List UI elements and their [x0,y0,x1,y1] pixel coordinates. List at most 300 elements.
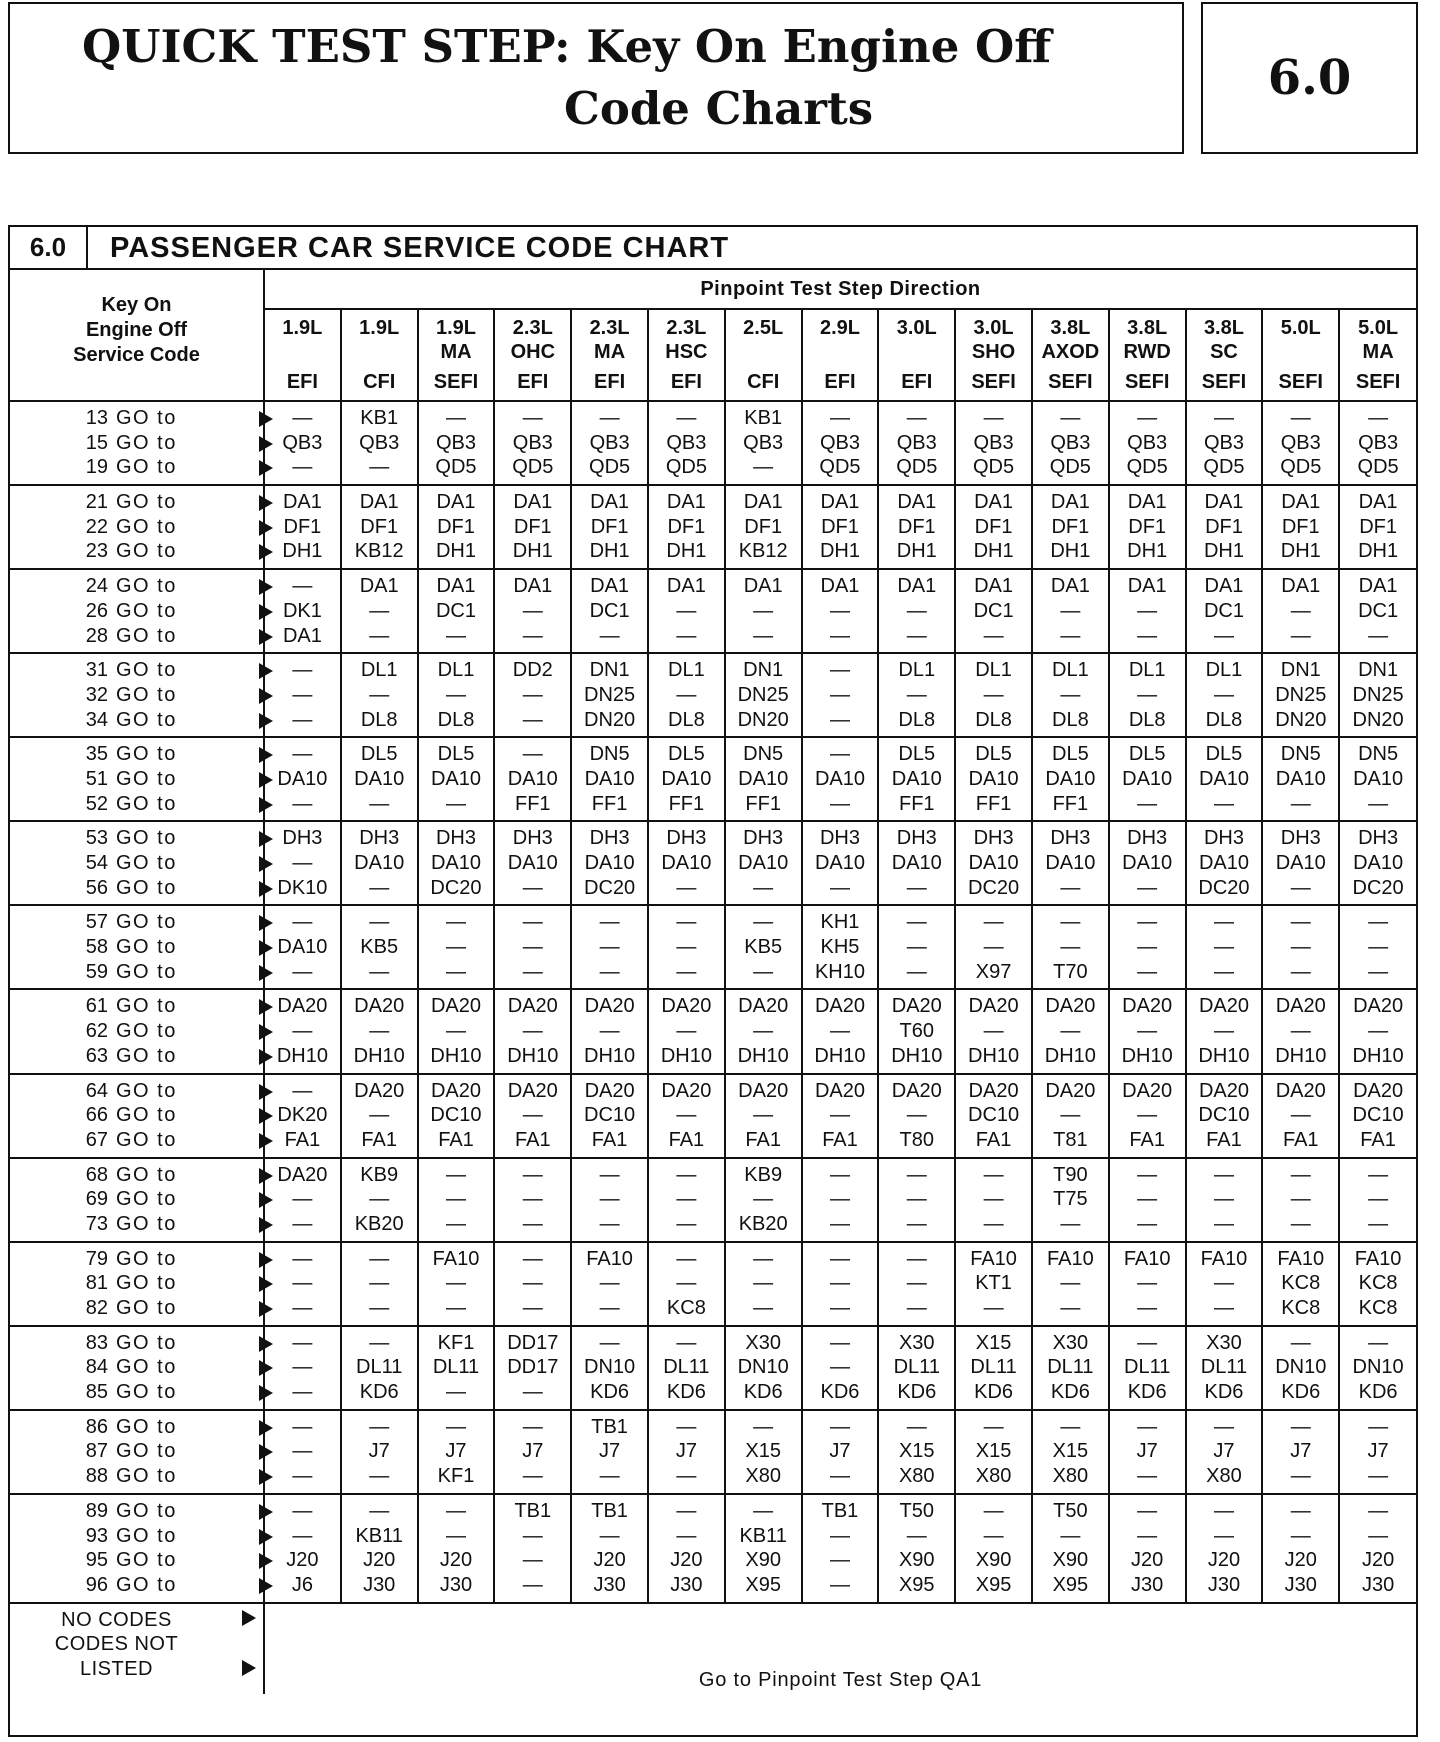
test-step-value: — [906,407,927,429]
service-code: 22 [85,515,108,538]
test-step-value: — [1060,683,1081,706]
engine-column-header [725,309,802,401]
test-step-cell [955,737,1032,821]
test-step-value: — [983,1163,1004,1186]
test-step-value: — [522,911,543,934]
test-step-value: — [1213,1212,1234,1235]
test-step-cell [648,1242,725,1326]
service-code-cell [10,1326,264,1410]
test-step-value: FA1 [1206,1128,1242,1151]
test-step-value: — [676,1212,697,1235]
test-step-cell [1109,821,1186,905]
test-step-value: DH3 [666,827,707,850]
test-step-cell [725,1242,802,1326]
test-step-value: DA20 [738,1079,789,1102]
test-step-value: KD6 [1281,1381,1321,1404]
test-step-cell [494,1158,571,1242]
test-step-value: DA10 [814,852,865,874]
test-step-value: DA10 [430,767,481,790]
test-step-value: DA1 [897,491,937,514]
test-step-value: DH3 [1203,827,1244,850]
go-to-label: GO to [116,1128,177,1151]
test-step-cell [494,1074,571,1158]
test-step-value: DH10 [276,1044,328,1067]
arrow-right-icon [259,915,273,931]
test-step-value: KD6 [743,1381,783,1404]
test-step-cell [955,821,1032,905]
arrow-right-icon [259,797,273,813]
test-step-value: DL5 [668,743,705,766]
test-step-value: TB1 [821,1499,859,1522]
service-code-line [74,455,263,480]
test-step-value: DL8 [668,708,705,731]
engine-size: 2.9L [819,317,860,339]
test-step-cell [494,1242,571,1326]
test-step-value: DF1 [974,515,1013,538]
test-step-value: QD5 [1280,456,1322,479]
test-step-cell [264,1158,341,1242]
test-step-value: KF1 [437,1465,475,1488]
test-step-cell [264,1494,341,1603]
test-step-value: QB3 [743,431,784,454]
test-step-value: DA20 [968,995,1019,1018]
test-step-value: — [522,1415,543,1438]
test-step-value: DL11 [663,1356,710,1379]
test-step-value: FF1 [745,792,781,815]
test-step-value: — [829,1356,850,1379]
engine-fuel-system: SEFI [971,371,1016,393]
test-step-value: DH1 [896,540,937,563]
test-step-value: DA10 [430,852,481,874]
arrow-right-icon [242,1660,256,1676]
test-step-value: DH1 [819,540,860,563]
test-step-value: DA10 [354,852,405,874]
go-to-label: GO to [116,456,177,479]
test-step-value: DA1 [513,575,553,598]
test-step-value: DH3 [819,827,860,850]
test-step-value: — [522,1573,543,1596]
test-step-cell [571,905,648,989]
test-step-cell [878,1494,955,1603]
test-step-value: DH1 [1127,540,1168,563]
test-step-value: X95 [898,1573,935,1596]
test-step-value: DA10 [891,767,942,790]
test-step-value: DH1 [1050,540,1091,563]
test-step-value: — [445,1381,466,1404]
test-step-value: — [1060,407,1081,429]
test-step-value: — [599,1524,620,1547]
test-step-value: DA1 [1281,491,1321,514]
test-step-cell [1339,1242,1416,1326]
test-step-value: T90 [1053,1163,1088,1186]
service-code-line [74,1415,263,1440]
test-step-value: FA10 [432,1247,480,1270]
step-number: 6.0 [1267,50,1352,106]
test-step-value: — [1290,936,1311,959]
test-step-value: DH1 [666,540,707,563]
test-step-value: — [1213,1272,1234,1295]
test-step-cell [341,1158,418,1242]
test-step-value: DA20 [584,995,635,1018]
test-step-cell [725,1158,802,1242]
test-step-value: — [983,936,1004,959]
test-step-cell [1262,1326,1339,1410]
test-step-value: FA10 [1277,1247,1325,1270]
go-to-label: GO to [116,743,177,766]
test-step-value: DH10 [430,1044,482,1067]
test-step-value: J20 [1284,1549,1317,1572]
service-code-line [74,876,263,901]
service-code: 52 [85,792,108,815]
test-step-cell [955,989,1032,1073]
test-step-cell [1109,1326,1186,1410]
test-step-value: — [983,407,1004,429]
test-step-cell [264,569,341,653]
test-step-value: DL1 [437,659,475,682]
go-to-label: GO to [116,431,177,454]
code-group-row [10,1326,1416,1410]
test-step-value: FA10 [1047,1247,1094,1270]
test-step-value: — [292,1331,313,1354]
test-step-value: DA1 [897,575,937,598]
engine-fuel-system: SEFI [1048,371,1093,393]
test-step-value: X80 [1206,1465,1242,1488]
engine-label [879,310,954,394]
test-step-cell [725,569,802,653]
test-step-value: — [906,1212,927,1235]
test-step-value: DN1 [1280,659,1321,682]
arrow-right-icon [259,544,273,560]
test-step-value: — [522,1272,543,1295]
test-step-cell [1032,1242,1109,1326]
test-step-value: — [522,1247,543,1270]
test-step-value: — [1368,1524,1389,1547]
test-step-value: — [292,1212,313,1235]
test-step-value: DH3 [743,827,784,850]
test-step-cell [1262,1158,1339,1242]
engine-label [265,310,340,394]
engine-size: 2.3L MA [589,317,630,363]
test-step-cell [1032,401,1109,485]
test-step-value: KH5 [820,936,860,959]
test-step-value: T60 [899,1020,934,1043]
test-step-cell [264,401,341,485]
test-step-value: KC8 [1358,1272,1398,1295]
test-step-value: — [522,1549,543,1572]
test-step-value: DA10 [661,767,712,790]
test-step-value: — [676,1163,697,1186]
test-step-value: KB1 [744,407,783,429]
test-step-value: DA10 [814,767,865,790]
test-step-value: — [292,1272,313,1295]
test-step-value: — [1290,1020,1311,1043]
test-step-value: — [906,960,927,983]
test-step-value: X95 [975,1573,1012,1596]
test-step-value: — [1060,936,1081,959]
test-step-value: — [1137,1499,1158,1522]
test-step-value: — [676,683,697,706]
test-step-value: DA10 [1045,852,1096,874]
test-step-value: DA1 [1050,575,1090,598]
test-step-cell [1032,1326,1109,1410]
service-code: 95 [85,1549,108,1572]
test-step-value: — [445,1499,466,1522]
service-code-cell [10,569,264,653]
test-step-value: — [599,1188,620,1211]
test-step-value: DA1 [743,575,783,598]
go-to-label: GO to [116,515,177,538]
test-step-value: DA10 [968,852,1019,874]
test-step-value: — [1213,792,1234,815]
test-step-value: — [1368,936,1389,959]
engine-fuel-system: EFI [517,371,549,393]
test-step-value: FA1 [822,1128,858,1151]
test-step-cell [1339,569,1416,653]
test-step-value: DN25 [737,683,789,706]
test-step-value: DA1 [743,491,783,514]
test-step-value: — [522,1104,543,1127]
test-step-value: DC10 [584,1104,636,1127]
test-step-cell [1032,1410,1109,1494]
test-step-value: DH3 [359,827,400,850]
test-step-value: QB3 [1127,431,1168,454]
test-step-value: — [1137,1212,1158,1235]
key-on-header-line: Service Code [73,343,200,366]
test-step-cell [1032,569,1109,653]
test-step-cell [725,821,802,905]
test-step-cell [341,1074,418,1158]
test-step-cell [1032,485,1109,569]
test-step-value: J7 [1290,1440,1312,1463]
test-step-cell [955,1410,1032,1494]
test-step-value: — [906,1524,927,1547]
test-step-value: KC8 [666,1297,706,1319]
test-step-value: DC20 [968,876,1020,899]
test-step-value: — [599,407,620,429]
test-step-cell [955,1158,1032,1242]
service-code: 89 [85,1499,108,1522]
service-code: 32 [85,683,108,706]
test-step-value: — [599,1331,620,1354]
test-step-cell [802,1242,879,1326]
test-step-value: X30 [745,1331,781,1354]
code-group-row [10,737,1416,821]
go-to-label: GO to [116,683,177,706]
service-code-line [74,1296,263,1321]
test-step-value: J7 [829,1440,851,1463]
service-code-line [74,851,263,876]
test-step-value: — [1290,911,1311,934]
test-step-cell [1032,737,1109,821]
test-step-cell [648,989,725,1073]
test-step-value: KD6 [897,1381,937,1404]
test-step-value: DA10 [1275,852,1326,874]
test-step-value: — [829,1188,850,1211]
service-code-cell [10,1410,264,1494]
test-step-value: — [676,1188,697,1211]
test-step-cell [418,401,495,485]
test-step-value: — [292,960,313,983]
test-step-value: — [1060,911,1081,934]
test-step-value: — [1368,911,1389,934]
test-step-value: — [906,876,927,899]
service-code-line [74,490,263,515]
test-step-value: DN10 [1352,1356,1404,1379]
test-step-value: DL11 [970,1356,1017,1379]
test-step-cell [1032,989,1109,1073]
engine-fuel-system: EFI [594,371,626,393]
arrow-right-icon [242,1610,256,1626]
test-step-value: DA1 [1204,491,1244,514]
test-step-value: KF1 [437,1331,475,1354]
test-step-cell [802,485,879,569]
test-step-value: — [1213,1297,1234,1319]
service-code-line [74,826,263,851]
test-step-value: DC1 [435,599,476,622]
test-step-value: DL5 [1052,743,1089,766]
test-step-value: — [676,1020,697,1043]
test-step-cell [1339,821,1416,905]
test-step-value: QB3 [896,431,937,454]
engine-column-header [1032,309,1109,401]
test-step-value: DL5 [1128,743,1166,766]
test-step-cell [648,737,725,821]
test-step-value: — [1137,1465,1158,1488]
test-step-value: — [676,624,697,647]
test-step-cell [264,737,341,821]
test-step-value: DN20 [1352,708,1404,731]
test-step-value: — [676,1272,697,1295]
service-code-line [74,1355,263,1380]
test-step-value: — [1137,792,1158,815]
service-code-cell [10,1242,264,1326]
test-step-value: DL8 [1052,708,1089,731]
service-code: 56 [85,876,108,899]
test-step-value: KT1 [975,1272,1012,1295]
chart-header [10,227,1416,270]
test-step-value: FA1 [745,1128,781,1151]
test-step-value: — [369,1297,390,1319]
test-step-value: DN5 [743,743,784,766]
test-step-value: — [1290,1524,1311,1547]
test-step-cell [264,821,341,905]
test-step-value: DH1 [435,540,476,563]
go-to-label: GO to [116,1524,177,1547]
test-step-value: DH10 [1275,1044,1327,1067]
test-step-value: KB9 [744,1163,783,1186]
engine-label [1033,310,1108,394]
test-step-value: DA10 [1122,767,1173,790]
test-step-value: X30 [1052,1331,1089,1354]
test-step-value: — [1213,1415,1234,1438]
test-step-value: FA10 [1200,1247,1248,1270]
test-step-value: DA10 [1045,767,1096,790]
test-step-value: — [1368,624,1389,647]
test-step-value: — [829,1020,850,1043]
test-step-value: DH3 [1050,827,1091,850]
engine-fuel-system: EFI [670,371,702,393]
test-step-cell [571,569,648,653]
service-code-cell [10,401,264,485]
test-step-value: DF1 [1281,515,1320,538]
engine-label [1263,310,1338,394]
test-step-value: — [676,1104,697,1127]
test-step-value: — [676,1524,697,1547]
code-group-row [10,1494,1416,1603]
test-step-value: DL1 [1052,659,1089,682]
test-step-value: DA10 [584,767,635,790]
no-codes-label: LISTED [79,1657,154,1680]
engine-size: 1.9L [282,317,323,339]
test-step-value: DA20 [891,1079,942,1102]
test-step-cell [955,1326,1032,1410]
test-step-value: J20 [1131,1549,1164,1572]
service-code-line [74,742,263,767]
test-step-value: DA20 [1122,995,1173,1018]
test-step-value: KD6 [1050,1381,1090,1404]
test-step-value: DA10 [507,852,558,874]
test-step-cell [648,485,725,569]
test-step-value: — [983,1212,1004,1235]
arrow-right-icon [259,1360,273,1376]
test-step-cell [648,401,725,485]
test-step-value: — [1137,1297,1158,1319]
test-step-value: — [1213,407,1234,429]
test-step-value: — [292,1415,313,1438]
test-step-value: J7 [368,1440,390,1463]
test-step-cell [264,1074,341,1158]
test-step-cell [571,1158,648,1242]
test-step-value: DA20 [277,1163,328,1186]
test-step-value: — [1290,1163,1311,1186]
service-code: 66 [85,1104,108,1127]
test-step-value: — [1213,960,1234,983]
service-code: 63 [85,1044,108,1067]
test-step-value: — [829,683,850,706]
engine-column-header [955,309,1032,401]
arrow-right-icon [259,1252,273,1268]
go-to-label: GO to [116,659,177,682]
test-step-value: — [676,1499,697,1522]
test-step-value: KB20 [354,1212,404,1235]
test-step-value: DN10 [584,1356,636,1379]
code-group-row [10,1242,1416,1326]
test-step-value: J30 [1284,1573,1317,1596]
service-code: 19 [85,456,108,479]
page-title-line1: QUICK TEST STEP: Key On Engine Off [82,20,1052,73]
test-step-cell [878,653,955,737]
test-step-cell [802,401,879,485]
go-to-label: GO to [116,1020,177,1043]
test-step-value: DH3 [896,827,937,850]
engine-label [1187,310,1262,394]
test-step-value: DD2 [512,659,553,682]
go-to-label: GO to [116,599,177,622]
test-step-value: — [829,1549,850,1572]
arrow-right-icon [259,1024,273,1040]
test-step-value: DA1 [359,491,399,514]
arrow-right-icon [259,688,273,704]
test-step-cell [802,569,879,653]
service-code-chart [8,225,1418,1737]
test-step-cell [264,1326,341,1410]
test-step-cell [725,1410,802,1494]
test-step-cell [725,401,802,485]
test-step-value: DL5 [898,743,936,766]
arrow-right-icon [259,436,273,452]
test-step-value: — [906,1272,927,1295]
test-step-cell [1339,485,1416,569]
